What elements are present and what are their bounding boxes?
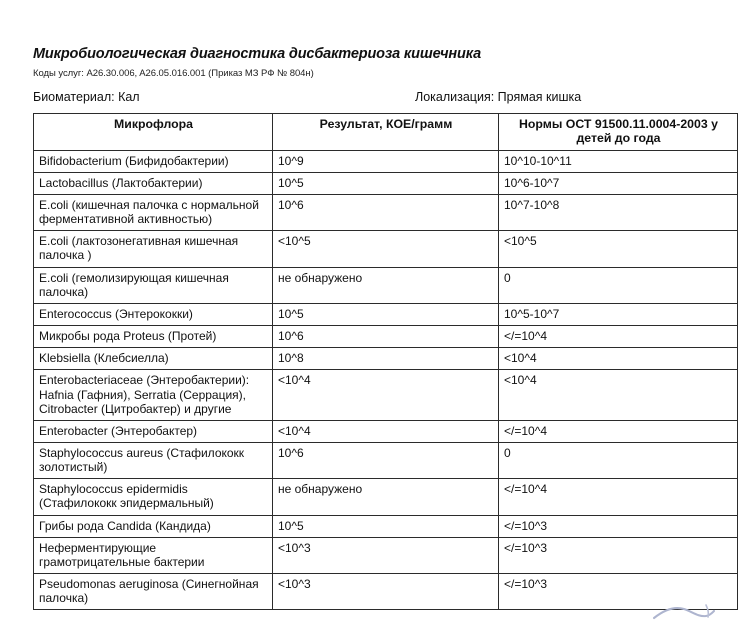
cell-result: не обнаружено	[273, 479, 499, 515]
cell-result: 10^5	[273, 172, 499, 194]
column-header-microflora: Микрофлора	[34, 113, 273, 150]
cell-microflora: Staphylococcus aureus (Стафилококк золотистый)	[34, 443, 273, 479]
cell-microflora: Микробы рода Proteus (Протей)	[34, 326, 273, 348]
column-header-result: Результат, КОЕ/грамм	[273, 113, 499, 150]
table-row	[34, 231, 738, 267]
cell-result: 10^6	[273, 194, 499, 230]
cell-norm: 0	[499, 443, 738, 479]
cell-norm: </=10^4	[499, 326, 738, 348]
table-row	[34, 370, 738, 420]
table-row	[34, 443, 738, 479]
cell-norm: </=10^3	[499, 515, 738, 537]
table-row	[34, 150, 738, 172]
cell-norm: </=10^3	[499, 537, 738, 573]
cell-microflora: Enterobacteriaceae (Энтеробактерии): Hafnia (Гафния), Serratia (Серрация), Citrobacter (Цитробактер) и другие	[34, 370, 273, 420]
cell-result: 10^9	[273, 150, 499, 172]
table-row	[34, 194, 738, 230]
table-row	[34, 420, 738, 442]
cell-microflora: Грибы рода Candida (Кандида)	[34, 515, 273, 537]
page-title: Микробиологическая диагностика дисбактериоза кишечника	[33, 46, 482, 62]
table-row	[34, 172, 738, 194]
cell-result: <10^3	[273, 537, 499, 573]
table-row	[34, 479, 738, 515]
cell-microflora: Lactobacillus (Лактобактерии)	[34, 172, 273, 194]
cell-microflora: Klebsiella (Клебсиелла)	[34, 348, 273, 370]
table-header-row	[34, 113, 738, 150]
cell-result: 10^6	[273, 326, 499, 348]
biomaterial-label: Биоматериал: Кал	[33, 89, 140, 104]
table-body	[34, 150, 738, 610]
cell-norm: 10^10-10^11	[499, 150, 738, 172]
cell-microflora: Bifidobacterium (Бифидобактерии)	[34, 150, 273, 172]
cell-result: <10^5	[273, 231, 499, 267]
localization-label: Локализация: Прямая кишка	[415, 89, 582, 104]
cell-microflora: Enterococcus (Энтерококки)	[34, 303, 273, 325]
cell-norm: 10^6-10^7	[499, 172, 738, 194]
cell-norm: </=10^4	[499, 479, 738, 515]
cell-microflora: E.coli (гемолизирующая кишечная палочка)	[34, 267, 273, 303]
cell-norm: </=10^3	[499, 574, 738, 610]
table-row	[34, 537, 738, 573]
table-row	[34, 515, 738, 537]
document-body	[33, 0, 737, 610]
cell-result: 10^5	[273, 515, 499, 537]
cell-norm: 10^7-10^8	[499, 194, 738, 230]
microflora-results-table	[33, 113, 738, 611]
cell-norm: <10^4	[499, 348, 738, 370]
cell-norm: </=10^4	[499, 420, 738, 442]
metadata-row	[33, 90, 737, 104]
cell-microflora: Pseudomonas aeruginosa (Синегнойная палочка)	[34, 574, 273, 610]
cell-result: не обнаружено	[273, 267, 499, 303]
table-row	[34, 326, 738, 348]
cell-norm: 0	[499, 267, 738, 303]
cell-norm: <10^5	[499, 231, 738, 267]
table-row	[34, 303, 738, 325]
cell-result: <10^3	[273, 574, 499, 610]
cell-result: 10^6	[273, 443, 499, 479]
table-row	[34, 574, 738, 610]
cell-norm: 10^5-10^7	[499, 303, 738, 325]
cell-result: <10^4	[273, 420, 499, 442]
column-header-norms: Нормы ОСТ 91500.11.0004-2003 у детей до года	[499, 113, 738, 150]
cell-microflora: Enterobacter (Энтеробактер)	[34, 420, 273, 442]
service-codes-line: Коды услуг: A26.30.006, A26.05.016.001 (Приказ МЗ РФ № 804н)	[33, 67, 314, 79]
cell-result: 10^8	[273, 348, 499, 370]
cell-norm: <10^4	[499, 370, 738, 420]
cell-microflora: E.coli (кишечная палочка с нормальной ферментативной активностью)	[34, 194, 273, 230]
cell-result: 10^5	[273, 303, 499, 325]
cell-result: <10^4	[273, 370, 499, 420]
cell-microflora: Staphylococcus epidermidis (Стафилококк эпидермальный)	[34, 479, 273, 515]
table-row	[34, 267, 738, 303]
cell-microflora: E.coli (лактозонегативная кишечная палочка )	[34, 231, 273, 267]
table-row	[34, 348, 738, 370]
cell-microflora: Неферментирующие грамотрицательные бактерии	[34, 537, 273, 573]
